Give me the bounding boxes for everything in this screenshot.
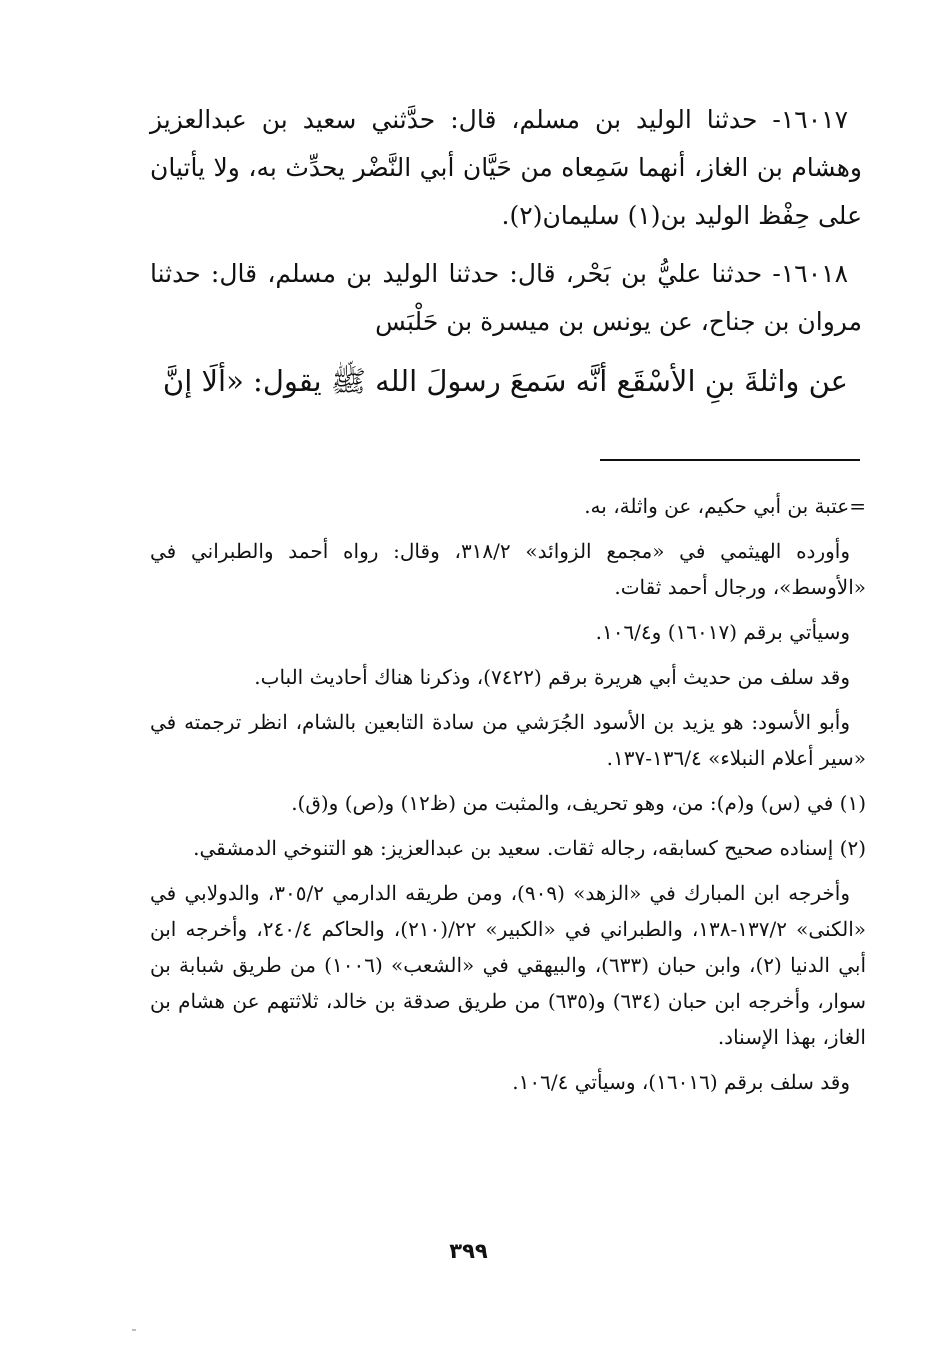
footnote-paragraph: وقد سلف من حديث أبي هريرة برقم (٧٤٢٢)، وذكرنا هناك أحاديث الباب. [254,665,850,689]
footnote-paragraph: وسيأتي برقم (١٦٠١٧) و١٠٦/٤. [595,620,850,644]
hadith-16018: ١٦٠١٨- حدثنا عليُّ بن بَحْر، قال: حدثنا الوليد بن مسلم، قال: حدثنا مروان بن جناح، عن يونس بن ميسرة بن حَلْبَس [150,259,862,336]
footnotes [150,488,866,1109]
footnote-paragraph: وأخرجه ابن المبارك في «الزهد» (٩٠٩)، ومن طريقه الدارمي ٣٠٥/٢، والدولابي في «الكنى» ١٣٧/٢-١٣٨، والطبراني في «الكبير» ٢٢/(٢١٠)، والحاكم ٢٤٠/٤، وأخرجه ابن أبي الدنيا (٢)، وابن حبان (٦٣٣)، والبيهقي في «الشعب» (١٠٠٦) من طريق شبابة بن سوار، وأخرجه ابن حبان (٦٣٤) و(٦٣٥) من طريق صدقة بن خالد، ثلاثتهم عن هشام بن الغاز، بهذا الإسناد. [150,881,867,1049]
footnote-paragraph: وأبو الأسود: هو يزيد بن الأسود الجُرَشي من سادة التابعين بالشام، انظر ترجمته في «سير أعلام النبلاء» ١٣٦/٤-١٣٧. [150,710,866,770]
footnote-2: (٢) إسناده صحيح كسابقه، رجاله ثقات. سعيد بن عبدالعزيز: هو التنوخي الدمشقي. [193,836,866,860]
footnote-separator [600,459,860,461]
page-number: ٣٩٩ [449,1239,488,1263]
hadith-16017: ١٦٠١٧- حدثنا الوليد بن مسلم، قال: حدَّثني سعيد بن عبدالعزيز وهشام بن الغاز، أنهما سَمِعاه من حَيَّان أبي النَّضْر يحدِّث به، ولا يأتيان على حِفْظ الوليد بن(١) سليمان(٢). [150,105,862,230]
footnote-paragraph: وأورده الهيثمي في «مجمع الزوائد» ٣١٨/٢، وقال: رواه أحمد والطبراني في «الأوسط»، ورجال أحمد ثقات. [150,539,866,599]
footnote-1: (١) في (س) و(م): من، وهو تحريف، والمثبت من (ظ١٢) و(ص) و(ق). [291,791,866,815]
footnote-continuation: =عتبة بن أبي حكيم، عن واثلة، به. [584,494,866,518]
scan-speck [132,1329,136,1331]
hadith-quote: عن واثلةَ بنِ الأسْقَع أنَّه سَمعَ رسولَ الله ﷺ يقول: «ألَا إنَّ [162,364,848,398]
main-text [150,96,862,406]
footnote-paragraph: وقد سلف برقم (١٦٠١٦)، وسيأتي ١٠٦/٤. [512,1070,850,1094]
